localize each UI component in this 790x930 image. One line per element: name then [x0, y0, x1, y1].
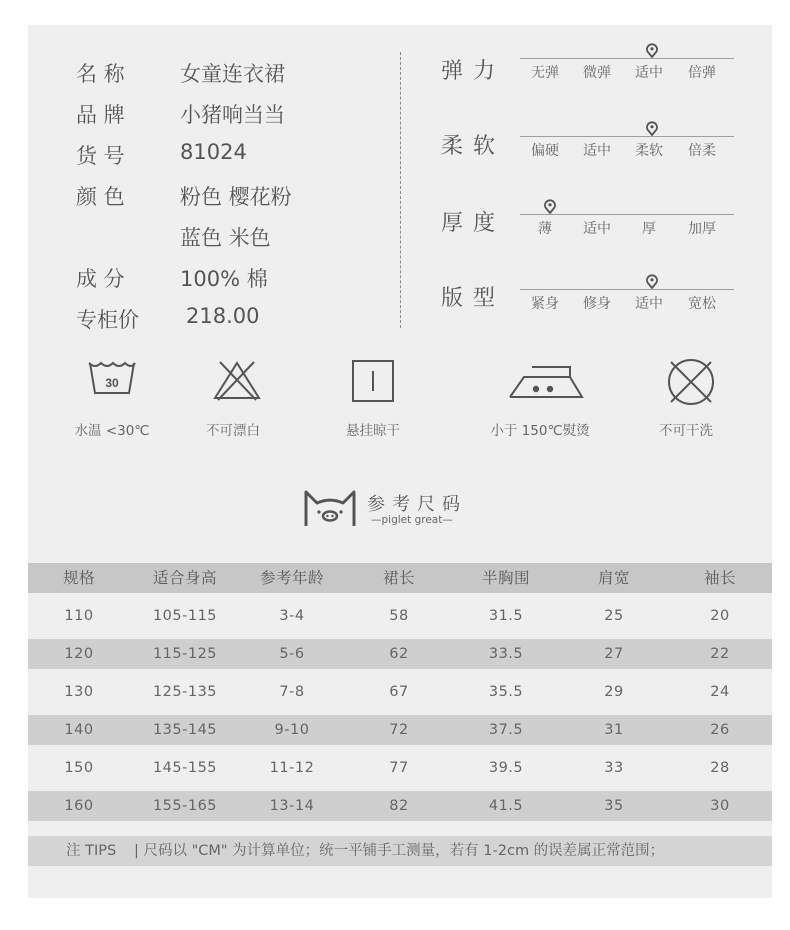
- attr-option-fit-3: 宽松: [688, 296, 716, 312]
- attr-option-fit-1: 修身: [583, 296, 611, 312]
- material-label: 成 分: [76, 267, 125, 291]
- table-header-cell: 规格: [62, 569, 96, 587]
- attr-scale-line-elasticity: [520, 58, 734, 59]
- table-cell: 130: [64, 684, 94, 700]
- table-cell: 11-12: [269, 760, 315, 776]
- table-cell: 37.5: [488, 722, 524, 738]
- brand-title: 参考尺码: [367, 494, 467, 515]
- no-dry-clean-icon: [666, 357, 716, 407]
- table-row: [28, 791, 772, 821]
- name-label: 名 称: [76, 62, 125, 86]
- care-label-line-dry: 悬挂晾干: [346, 423, 400, 439]
- table-header-cell: 适合身高: [152, 569, 218, 587]
- table-cell: 33.5: [488, 646, 524, 662]
- table-cell: 140: [64, 722, 94, 738]
- care-label-wash: 水温 <30℃: [74, 423, 150, 439]
- table-cell: 22: [710, 646, 730, 662]
- iron-150-icon: [508, 362, 584, 400]
- line-dry-icon: [350, 358, 396, 404]
- table-cell: 24: [710, 684, 730, 700]
- color-label: 颜 色: [76, 185, 125, 209]
- price-value: 218.00: [186, 304, 260, 328]
- attr-option-softness-1: 适中: [583, 143, 611, 159]
- table-cell: 145-155: [152, 760, 218, 776]
- table-cell: 160: [64, 798, 94, 814]
- table-cell: 41.5: [488, 798, 524, 814]
- table-cell: 35.5: [488, 684, 524, 700]
- location-pin-icon: [644, 274, 660, 290]
- attr-title-elasticity: 弹力: [441, 59, 506, 84]
- attr-title-softness: 柔软: [441, 134, 506, 159]
- brand-label: 品 牌: [76, 103, 125, 127]
- table-cell: 20: [710, 608, 730, 624]
- table-cell: 77: [389, 760, 409, 776]
- attr-option-thickness-1: 适中: [583, 221, 611, 237]
- wash-temp-number: 30: [105, 376, 119, 390]
- table-row: [28, 601, 772, 631]
- table-cell: 155-165: [152, 798, 218, 814]
- table-cell: 29: [604, 684, 624, 700]
- table-header-cell: 袖长: [703, 569, 737, 587]
- material-value: 100% 棉: [180, 267, 268, 291]
- table-cell: 25: [604, 608, 624, 624]
- attr-title-thickness: 厚度: [441, 211, 506, 236]
- table-cell: 27: [604, 646, 624, 662]
- attr-option-softness-3: 倍柔: [688, 143, 716, 159]
- care-label-iron: 小于 150℃熨烫: [490, 423, 590, 439]
- piglet-logo-icon: [302, 486, 358, 530]
- table-cell: 110: [64, 608, 94, 624]
- attr-option-elasticity-3: 倍弹: [688, 65, 716, 81]
- tips-bar: [28, 836, 772, 866]
- location-pin-icon: [644, 121, 660, 137]
- wash-30-icon: [87, 360, 137, 396]
- table-cell: 28: [710, 760, 730, 776]
- table-cell: 31.5: [488, 608, 524, 624]
- attr-option-softness-2: 柔软: [635, 143, 663, 159]
- tips-text: | 尺码以 "CM" 为计算单位；统一平铺手工测量，若有 1-2cm 的误差属正常范围；: [134, 843, 665, 859]
- table-cell: 5-6: [279, 646, 305, 662]
- table-cell: 30: [710, 798, 730, 814]
- care-label-no-bleach: 不可漂白: [206, 423, 260, 439]
- table-cell: 3-4: [279, 608, 305, 624]
- table-cell: 58: [389, 608, 409, 624]
- table-cell: 115-125: [152, 646, 218, 662]
- tips-label: 注 TIPS: [66, 843, 117, 859]
- care-label-no-dry-clean: 不可干洗: [659, 423, 713, 439]
- table-cell: 7-8: [279, 684, 305, 700]
- table-cell: 26: [710, 722, 730, 738]
- table-row: [28, 677, 772, 707]
- sku-label: 货 号: [76, 144, 125, 168]
- sku-value: 81024: [180, 140, 247, 164]
- brand-value: 小猪响当当: [180, 103, 285, 127]
- attr-option-elasticity-2: 适中: [635, 65, 663, 81]
- table-header-cell: 半胸围: [481, 569, 531, 587]
- table-cell: 39.5: [488, 760, 524, 776]
- table-cell: 82: [389, 798, 409, 814]
- table-cell: 62: [389, 646, 409, 662]
- table-row: [28, 639, 772, 669]
- attr-option-elasticity-1: 微弹: [583, 65, 611, 81]
- table-cell: 135-145: [152, 722, 218, 738]
- table-cell: 105-115: [152, 608, 218, 624]
- table-row: [28, 753, 772, 783]
- table-cell: 31: [604, 722, 624, 738]
- table-cell: 33: [604, 760, 624, 776]
- attr-option-thickness-2: 厚: [642, 221, 656, 237]
- table-cell: 9-10: [274, 722, 310, 738]
- table-cell: 120: [64, 646, 94, 662]
- table-cell: 67: [389, 684, 409, 700]
- no-bleach-icon: [212, 360, 262, 402]
- table-cell: 150: [64, 760, 94, 776]
- attr-option-thickness-3: 加厚: [688, 221, 716, 237]
- attr-option-elasticity-0: 无弹: [531, 65, 559, 81]
- table-header: [28, 563, 772, 593]
- attr-scale-line-fit: [520, 289, 734, 290]
- table-header-cell: 参考年龄: [259, 569, 325, 587]
- attr-scale-line-softness: [520, 136, 734, 137]
- attr-option-softness-0: 偏硬: [531, 143, 559, 159]
- name-value: 女童连衣裙: [180, 62, 285, 86]
- table-row: [28, 715, 772, 745]
- price-label: 专柜价: [76, 308, 139, 332]
- location-pin-icon: [542, 199, 558, 215]
- color-value-1: 粉色 樱花粉: [180, 185, 292, 209]
- dashed-divider: [400, 52, 401, 328]
- attr-option-fit-0: 紧身: [531, 296, 559, 312]
- attr-option-thickness-0: 薄: [538, 221, 552, 237]
- table-cell: 72: [389, 722, 409, 738]
- table-cell: 13-14: [269, 798, 315, 814]
- table-header-cell: 肩宽: [597, 569, 631, 587]
- table-cell: 125-135: [152, 684, 218, 700]
- attr-title-fit: 版型: [441, 286, 506, 311]
- table-header-cell: 裙长: [382, 569, 416, 587]
- attr-option-fit-2: 适中: [635, 296, 663, 312]
- location-pin-icon: [644, 43, 660, 59]
- color-value-2: 蓝色 米色: [180, 226, 271, 250]
- table-cell: 35: [604, 798, 624, 814]
- brand-subtitle: —piglet great—: [371, 514, 453, 526]
